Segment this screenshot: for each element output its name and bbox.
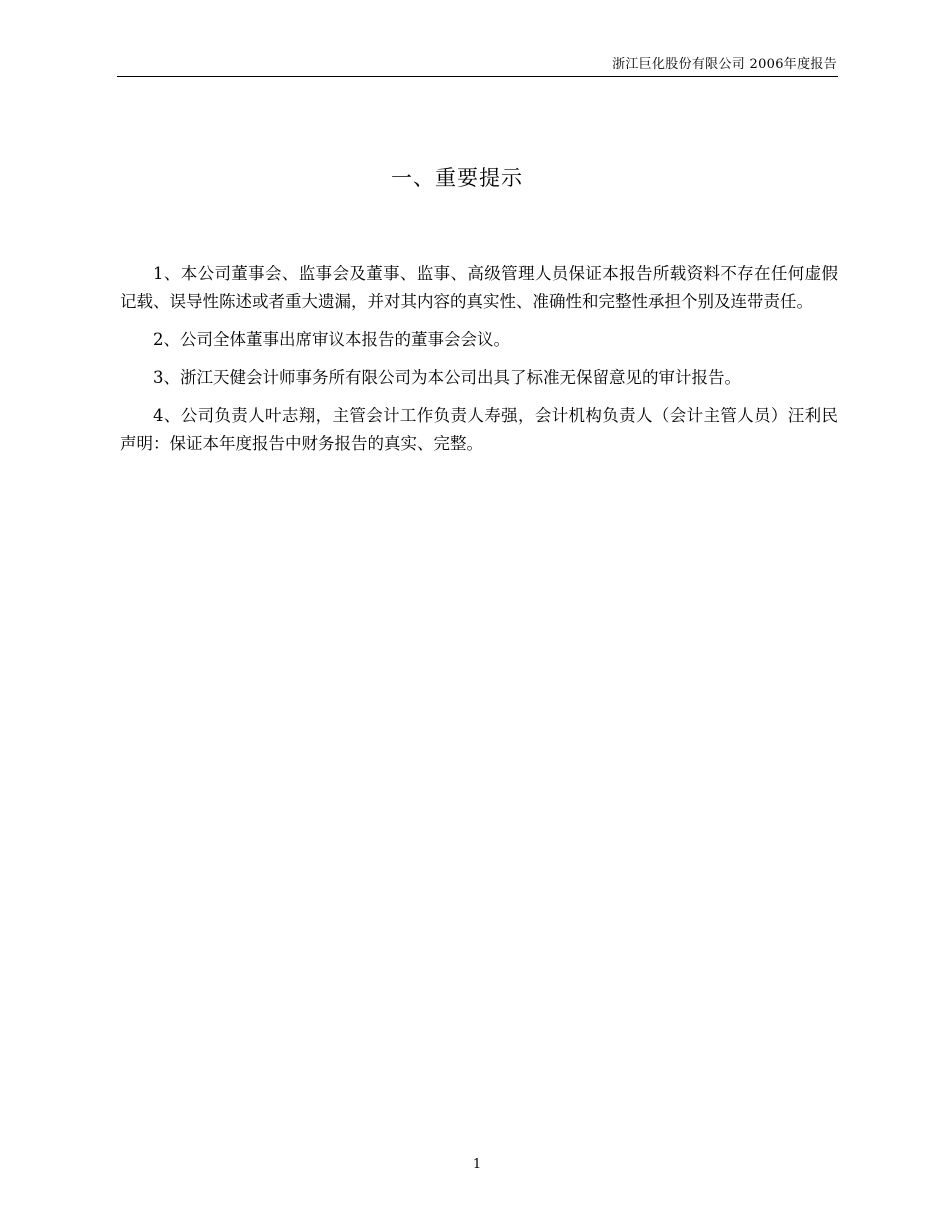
paragraph-4: 4、公司负责人叶志翔，主管会计工作负责人寿强，会计机构负责人（会计主管人员）汪利民声明：保证本年度报告中财务报告的真实、完整。 — [120, 406, 838, 453]
paragraph-3: 3、浙江天健会计师事务所有限公司为本公司出具了标准无保留意见的审计报告。 — [153, 368, 741, 387]
paragraph-1: 1、本公司董事会、监事会及董事、监事、高级管理人员保证本报告所载资料不存在任何虚假记载、误导性陈述或者重大遗漏，并对其内容的真实性、准确性和完整性承担个别及连带责任。 — [120, 264, 838, 311]
page-number: 1 — [472, 1157, 482, 1172]
header-divider — [117, 76, 838, 77]
body-text — [120, 260, 838, 468]
running-header: 浙江巨化股份有限公司 2006年度报告 — [612, 57, 837, 72]
section-title: 一、重要提示 — [391, 166, 523, 190]
paragraph-2: 2、公司全体董事出席审议本报告的董事会会议。 — [153, 330, 510, 349]
